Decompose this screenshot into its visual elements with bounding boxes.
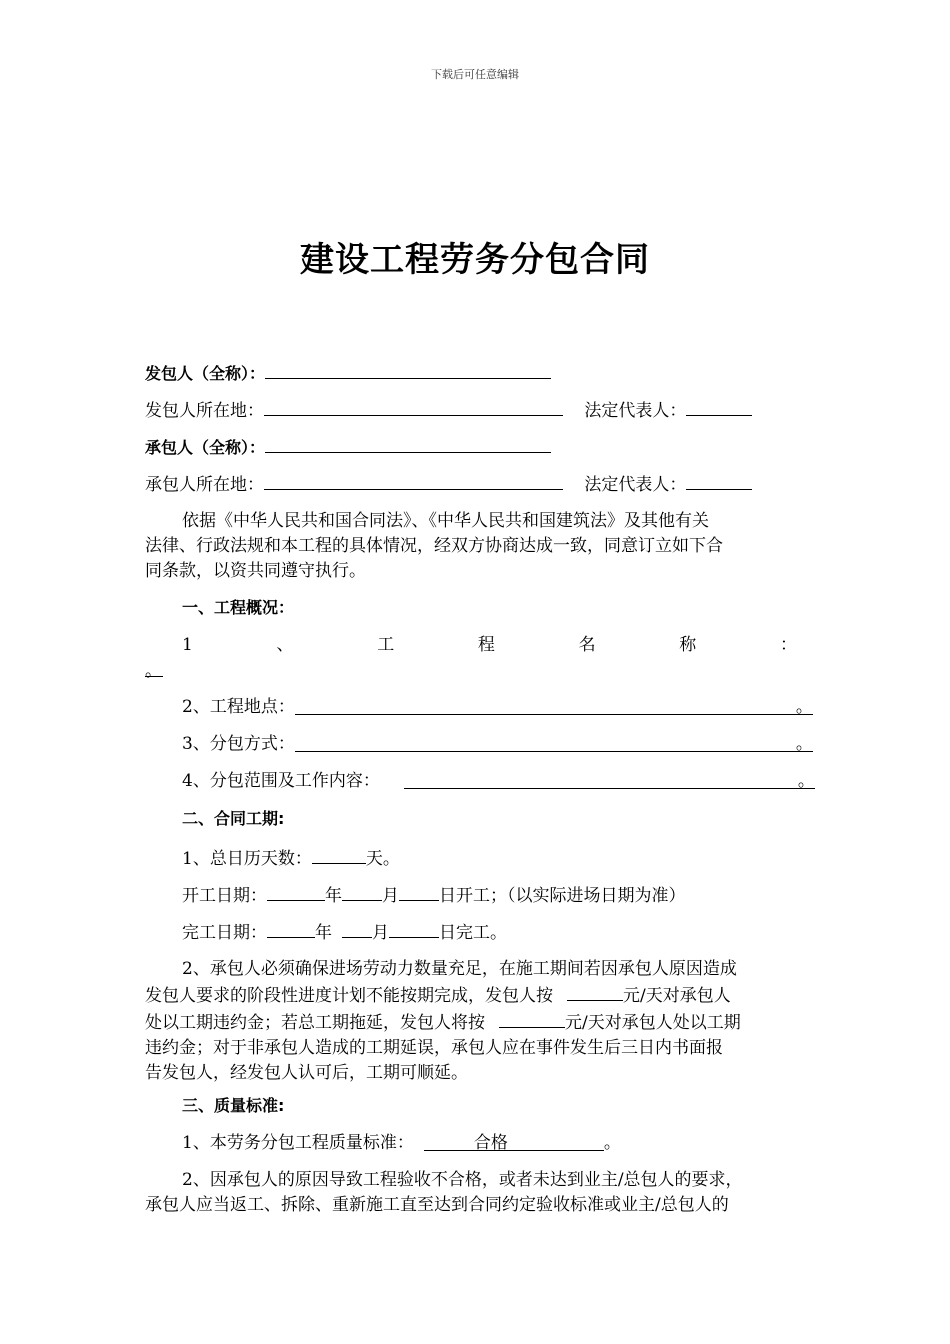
total-days-unit: 天。 — [365, 849, 400, 869]
project-location-field[interactable]: 。 — [295, 696, 813, 715]
finish-date-label: 完工日期： — [182, 923, 267, 943]
project-name-char: 1 — [182, 635, 193, 655]
total-days-label: 1、总日历天数： — [182, 849, 312, 869]
month-label: 月 — [382, 886, 399, 906]
employer-legal-rep-field[interactable] — [686, 397, 752, 416]
start-date-line — [182, 882, 686, 907]
delay-text: 处以工期违约金；若总工期拖延，发包人将按 — [145, 1013, 485, 1033]
contractor-legal-rep-field[interactable] — [686, 471, 752, 490]
delay-line: 告发包人，经发包人认可后，工期可顺延。 — [145, 1063, 468, 1083]
delay-text: 发包人要求的阶段性进度计划不能按期完成，发包人按 — [145, 986, 553, 1006]
employer-address-field[interactable] — [264, 397, 563, 416]
scope-label: 4、分包范围及工作内容： — [182, 771, 380, 791]
project-name-char: 程 — [477, 635, 495, 655]
contractor-name-field[interactable] — [265, 434, 551, 453]
quality-standard-value: 合格 — [473, 1133, 508, 1153]
contractor-label: 承包人（全称）： — [145, 438, 266, 457]
employer-address-line — [145, 397, 752, 422]
finish-month-field[interactable] — [342, 919, 372, 938]
project-name-label — [182, 634, 797, 656]
finish-date-line — [182, 919, 507, 944]
year-label: 年 — [315, 923, 332, 943]
contractor-address-label: 承包人所在地： — [145, 475, 264, 495]
delay-line — [145, 1009, 845, 1036]
section3-heading: 三、质量标准: — [182, 1096, 285, 1115]
total-days-line — [182, 845, 400, 870]
month-label: 月 — [372, 923, 389, 943]
section1-heading: 一、工程概况： — [182, 598, 295, 617]
contractor-legal-rep-label: 法定代表人： — [584, 475, 687, 495]
start-day-field[interactable] — [399, 882, 439, 901]
preamble-line: 依据《中华人民共和国合同法》、《中华人民共和国建筑法》及其他有关 — [182, 511, 709, 531]
preamble-line: 同条款，以资共同遵守执行。 — [145, 561, 366, 581]
subcontract-method-field[interactable]: 。 — [295, 733, 813, 752]
quality-line: 承包人应当返工、拆除、重新施工直至达到合同约定验收标准或业主/总包人的 — [145, 1195, 729, 1215]
project-name-char: 名 — [578, 635, 596, 655]
quality-standard-label: 1、本劳务分包工程质量标准： — [182, 1133, 414, 1153]
project-name-field-line — [145, 660, 163, 682]
finish-year-field[interactable] — [267, 919, 315, 938]
employer-address-label: 发包人所在地： — [145, 401, 264, 421]
quality-standard-line — [182, 1132, 621, 1154]
contractor-line — [145, 434, 551, 459]
subcontract-method-line — [182, 733, 813, 755]
contractor-address-field[interactable] — [264, 471, 563, 490]
total-penalty-field[interactable] — [499, 1009, 565, 1028]
quality-standard-field[interactable] — [424, 1132, 604, 1151]
finish-suffix: 日完工。 — [439, 923, 507, 943]
document-title: 建设工程劳务分包合同 — [300, 240, 650, 280]
stage-penalty-field[interactable] — [567, 982, 623, 1001]
project-name-char: 、 — [276, 635, 294, 655]
year-label: 年 — [325, 886, 342, 906]
delay-text: 元/天对承包人处以工期 — [565, 1013, 741, 1033]
delay-line — [145, 982, 845, 1009]
project-name-char: 称 — [679, 635, 697, 655]
employer-legal-rep-label: 法定代表人： — [584, 401, 687, 421]
employer-name-field[interactable] — [265, 360, 551, 379]
delay-line: 违约金；对于非承包人造成的工期延误，承包人应在事件发生后三日内书面报 — [145, 1038, 723, 1058]
page-header-note: 下载后可任意编辑 — [431, 68, 519, 81]
preamble-line: 法律、行政法规和本工程的具体情况，经双方协商达成一致，同意订立如下合 — [145, 536, 723, 556]
start-suffix: 日开工；（以实际进场日期为准） — [439, 886, 686, 906]
project-name-char: 工 — [377, 635, 395, 655]
finish-day-field[interactable] — [389, 919, 439, 938]
project-location-label: 2、工程地点： — [182, 697, 295, 717]
start-date-label: 开工日期： — [182, 886, 267, 906]
delay-text: 元/天对承包人 — [623, 986, 731, 1006]
delay-line: 2、承包人必须确保进场劳动力数量充足，在施工期间若因承包人原因造成 — [182, 959, 737, 979]
subcontract-method-label: 3、分包方式： — [182, 734, 295, 754]
preamble-paragraph — [145, 509, 845, 584]
project-name-field[interactable]: 。 — [145, 661, 162, 681]
quality-paragraph — [145, 1168, 845, 1218]
start-month-field[interactable] — [342, 882, 382, 901]
scope-line — [182, 770, 815, 792]
project-location-line — [182, 696, 813, 718]
start-year-field[interactable] — [267, 882, 325, 901]
quality-standard-end: 。 — [603, 1133, 621, 1153]
delay-penalty-paragraph — [145, 957, 845, 1086]
section2-heading: 二、合同工期: — [182, 809, 285, 828]
contractor-address-line — [145, 471, 752, 496]
employer-label: 发包人（全称）： — [145, 364, 266, 383]
scope-field[interactable]: 。 — [404, 770, 815, 789]
employer-line — [145, 360, 551, 385]
quality-line: 2、因承包人的原因导致工程验收不合格，或者未达到业主/总包人的要求， — [182, 1170, 743, 1190]
project-name-char: ： — [779, 635, 797, 655]
total-days-field[interactable] — [312, 845, 366, 864]
